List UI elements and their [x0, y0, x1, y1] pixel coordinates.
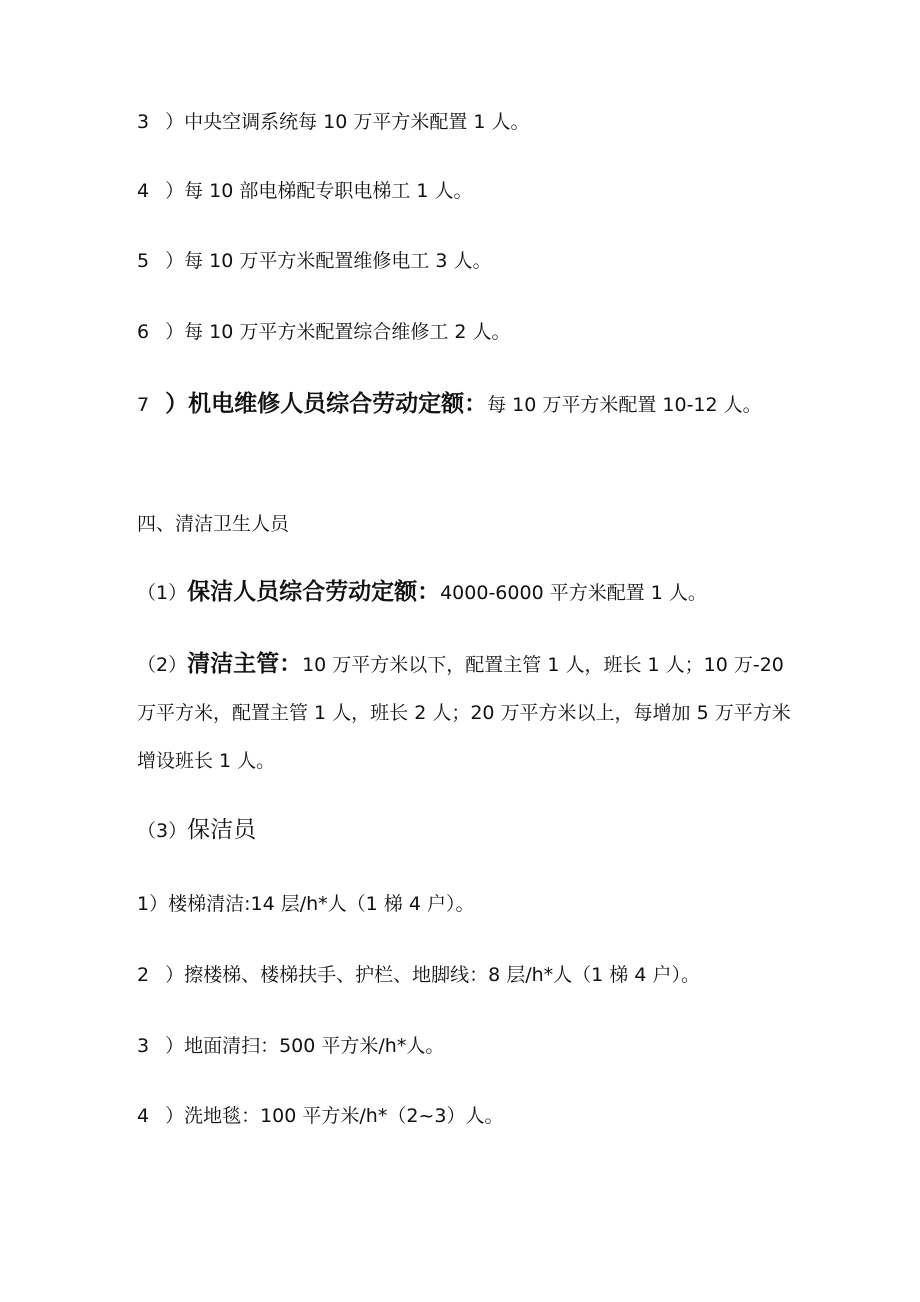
line-6 — [137, 320, 797, 344]
line-text: ）楼梯清洁:14 层/h*人（1 梯 4 户）。 — [149, 893, 475, 915]
line-text: ）每 10 万平方米配置综合维修工 2 人。 — [165, 321, 511, 343]
item-text: 10 万平方米以下，配置主管 1 人，班长 1 人；10 万-20 万平方米，配置主管 1 人，班长 2 人；20 万平方米以上，每增加 5 万平方米增设班长 1 人。 — [137, 654, 791, 772]
line-text: ）地面清扫：500 平方米/h*人。 — [165, 1035, 445, 1057]
cleaner-line-4 — [137, 1104, 797, 1128]
cleaner-line-2 — [137, 963, 797, 987]
cleaner-line-1 — [137, 892, 797, 916]
line-text: ）中央空调系统每 10 万平方米配置 1 人。 — [165, 111, 530, 133]
line-number: 5 — [137, 250, 150, 272]
line-number: 2 — [137, 964, 150, 986]
line-number: 1 — [137, 893, 150, 915]
item-1 — [137, 580, 797, 605]
item-prefix: （1） — [137, 582, 188, 604]
line-7 — [137, 380, 797, 430]
line-number: 4 — [137, 180, 150, 202]
line-text: 每 10 万平方米配置 10-12 人。 — [487, 394, 762, 416]
line-text: ）擦楼梯、楼梯扶手、护栏、地脚线：8 层/h*人（1 梯 4 户）。 — [165, 964, 700, 986]
line-number: 3 — [137, 1035, 150, 1057]
line-4 — [137, 179, 797, 203]
line-number: 6 — [137, 321, 150, 343]
item-2 — [137, 640, 797, 785]
item-3 — [137, 818, 797, 843]
cleaner-line-3 — [137, 1034, 797, 1058]
item-bold-text: 清洁主管： — [187, 651, 303, 677]
line-number: 4 — [137, 1105, 150, 1127]
line-number: 3 — [137, 111, 150, 133]
item-heading: 保洁员 — [187, 817, 257, 843]
item-prefix: （2） — [137, 654, 188, 676]
item-bold-text: 保洁人员综合劳动定额： — [187, 579, 441, 605]
line-5 — [137, 249, 797, 273]
section-heading: 四、清洁卫生人员 — [137, 513, 290, 535]
line-bold-text: ）机电维修人员综合劳动定额： — [165, 391, 488, 417]
line-text: ）洗地毯：100 平方米/h*（2~3）人。 — [165, 1105, 504, 1127]
line-text: ）每 10 万平方米配置维修电工 3 人。 — [165, 250, 492, 272]
item-text: 4000-6000 平方米配置 1 人。 — [440, 582, 707, 604]
item-prefix: （3） — [137, 820, 188, 842]
line-text: ）每 10 部电梯配专职电梯工 1 人。 — [165, 180, 473, 202]
line-number: 7 — [137, 394, 150, 416]
line-3 — [137, 110, 797, 134]
